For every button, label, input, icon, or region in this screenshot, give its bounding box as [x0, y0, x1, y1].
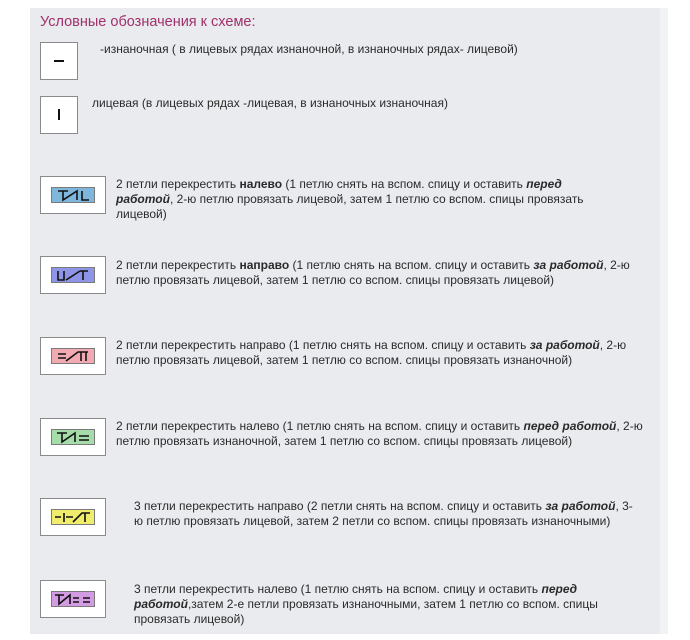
cross-2-left-knit-symbol-box — [40, 176, 106, 214]
scroll-strip — [660, 8, 668, 634]
cross-2-left-knit-chip — [51, 187, 95, 203]
purl-dash-icon — [41, 43, 77, 79]
cross-2-left-purl-symbol-box — [40, 418, 106, 456]
cross-2-right-purl-symbol-box — [40, 337, 106, 375]
cross-2-right-knit-symbol-box — [40, 256, 106, 294]
cross-3-right-description: 3 петли перекрестить направо (2 петли снять на вспом. спицу и оставить за работой, 3-ю петлю провязать лицевой, затем 2 петли со вспом. спицы провязать изнаночными) — [134, 499, 633, 528]
cross-2-right-purl-chip — [51, 348, 95, 364]
cross-2-right-knit-icon — [52, 268, 94, 282]
cross-3-right-icon — [52, 510, 94, 524]
cross-2-right-knit-chip — [51, 267, 95, 283]
purl-symbol-box — [40, 42, 78, 80]
cross-2-left-purl-description: 2 петли перекрестить налево (1 петлю снять на вспом. спицу и оставить перед работой, 2-ю петлю провязать изнаночной, затем 1 петлю со вспом. спицы провязать лицевой) — [116, 419, 643, 448]
cross-2-left-purl-chip — [51, 429, 95, 445]
cross-2-left-purl-icon — [52, 430, 94, 444]
knit-description: лицевая (в лицевых рядах -лицевая, в изнаночных изнаночная) — [92, 96, 448, 110]
cross-3-right-symbol-box — [40, 498, 106, 536]
cross-3-left-symbol-box — [40, 580, 106, 618]
cross-2-left-knit-icon — [52, 188, 94, 202]
purl-description: -изнаночная ( в лицевых рядах изнаночной, в изнаночных рядах- лицевой) — [100, 42, 518, 56]
chip-fill — [52, 430, 94, 444]
cross-3-right-chip — [51, 509, 95, 525]
cross-3-left-description: 3 петли перекрестить налево (1 петлю снять на вспом. спицу и оставить перед работой,затем 2-е петли провязать изнаночными, затем 1 петлю со вспом. спицы провязать лицевой) — [134, 582, 598, 626]
knit-bar-icon — [41, 97, 77, 133]
cross-2-right-purl-icon — [52, 349, 94, 363]
cross-2-right-purl-description: 2 петли перекрестить направо (1 петлю снять на вспом. спицу и оставить за работой, 2-ю петлю провязать лицевой, затем 1 петлю со вспом. спицы провязать изнаночной) — [116, 338, 627, 367]
cross-2-left-knit-description: 2 петли перекрестить налево (1 петлю снять на вспом. спицу и оставить перед работой, 2-ю петлю провязать лицевой, затем 1 петлю со вспом. спицы провязать лицевой) — [116, 177, 584, 221]
legend-title: Условные обозначения к схеме: — [40, 14, 256, 30]
cross-2-right-knit-description: 2 петли перекрестить направо (1 петлю снять на вспом. спицу и оставить за работой, 2-ю петлю провязать лицевой, затем 1 петлю со вспом. спицы провязать лицевой) — [116, 258, 630, 287]
cross-3-left-chip — [51, 591, 95, 607]
knit-symbol-box — [40, 96, 78, 134]
cross-3-left-icon — [52, 592, 94, 606]
